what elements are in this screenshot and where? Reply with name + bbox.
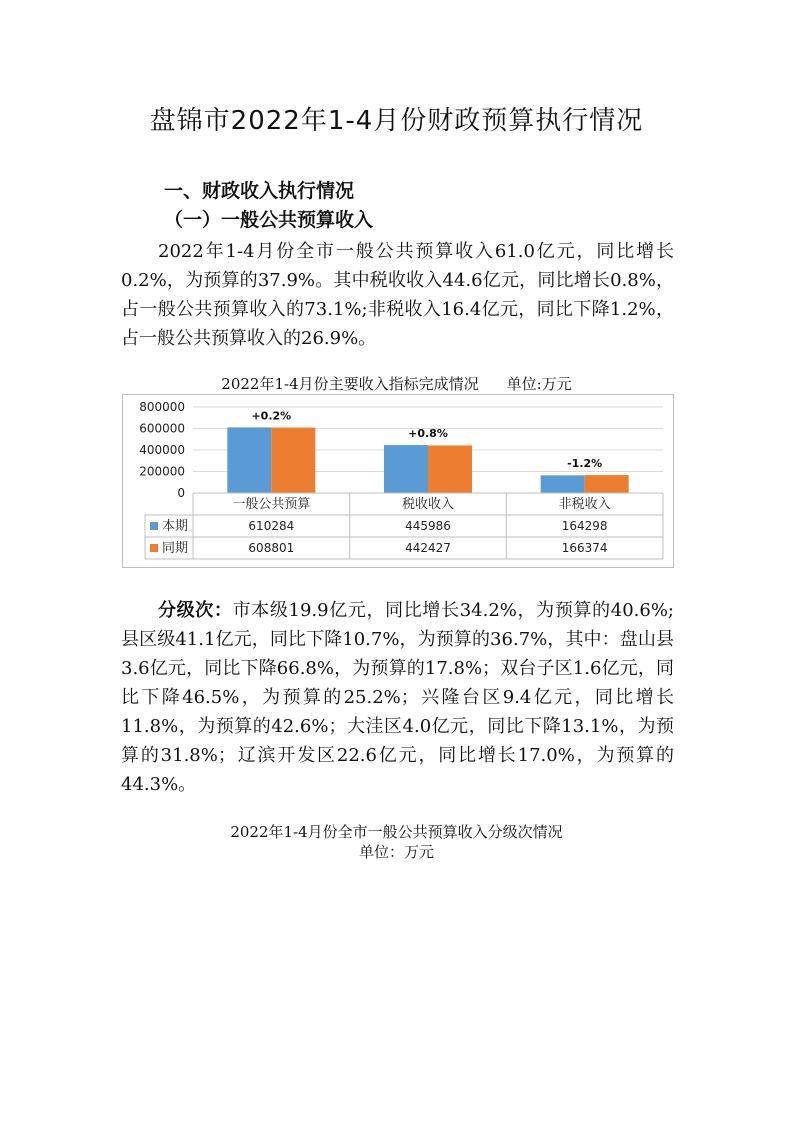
section-heading: 一、财政收入执行情况	[164, 180, 355, 202]
data-value: 608801	[248, 541, 295, 555]
table-caption-title: 2022年1-4月份全市一般公共预算收入分级次情况	[230, 823, 563, 841]
chart-caption	[0, 373, 793, 394]
bar-本期	[384, 445, 428, 493]
level-label: 分级次：	[158, 600, 233, 621]
revenue-chart	[122, 394, 674, 568]
chart-caption-title: 2022年1-4月份主要收入指标完成情况	[221, 375, 479, 393]
page-title: 盘锦市2022年1-4月份财政预算执行情况	[149, 106, 644, 136]
table-caption-unit: 单位：万元	[358, 843, 434, 861]
y-tick-label: 600000	[139, 421, 185, 436]
data-value: 610284	[248, 519, 295, 533]
bar-本期	[541, 475, 585, 493]
subsection-heading: （一）一般公共预算收入	[164, 209, 374, 231]
legend-swatch	[150, 522, 158, 530]
change-label: -1.2%	[567, 457, 603, 471]
legend-label: 同期	[162, 541, 189, 556]
category-label: 一般公共预算	[232, 497, 311, 512]
y-tick-label: 400000	[139, 443, 185, 457]
category-label: 非税收入	[558, 497, 611, 512]
bar-同期	[271, 428, 315, 493]
bar-同期	[428, 445, 472, 493]
category-label: 税收收入	[401, 497, 455, 512]
level-text: 市本级19.9亿元，同比增长34.2%，为预算的40.6%;县区级41.1亿元，同比下降10.7%，为预算的36.7%，其中：盘山县3.6亿元，同比下降66.8%，为预算的17.8%；双台子区1.6亿元，同比下降46.5%，为预算的25.2%；兴隆台区9.4亿元，同比增长11.8%，为预算的42.6%；大洼区4.0亿元，同比下降13.1%，为预算的31.8%；辽滨开发区22.6亿元，同比增长17.0%，为预算的44.3%。	[121, 600, 674, 795]
data-value: 166374	[561, 541, 608, 555]
bar-本期	[227, 427, 271, 493]
change-label: +0.8%	[408, 427, 448, 441]
legend-label: 本期	[162, 519, 189, 534]
data-value: 442427	[405, 541, 451, 555]
change-label: +0.2%	[251, 409, 292, 423]
level-paragraph	[121, 596, 674, 799]
legend-swatch	[150, 544, 158, 552]
revenue-chart-svg	[123, 395, 675, 569]
data-value: 164298	[561, 519, 608, 533]
y-tick-label: 0	[177, 486, 185, 500]
data-value: 445986	[405, 519, 451, 533]
bar-同期	[585, 475, 629, 493]
revenue-paragraph: 2022年1-4月份全市一般公共预算收入61.0亿元，同比增长0.2%，为预算的37.9%。其中税收收入44.6亿元，同比增长0.8%，占一般公共预算收入的73.1%;非税收入16.4亿元，同比下降1.2%，占一般公共预算收入的26.9%。	[121, 241, 674, 349]
chart-caption-unit: 单位:万元	[506, 375, 572, 393]
y-tick-label: 800000	[139, 400, 185, 414]
y-tick-label: 200000	[139, 464, 185, 479]
